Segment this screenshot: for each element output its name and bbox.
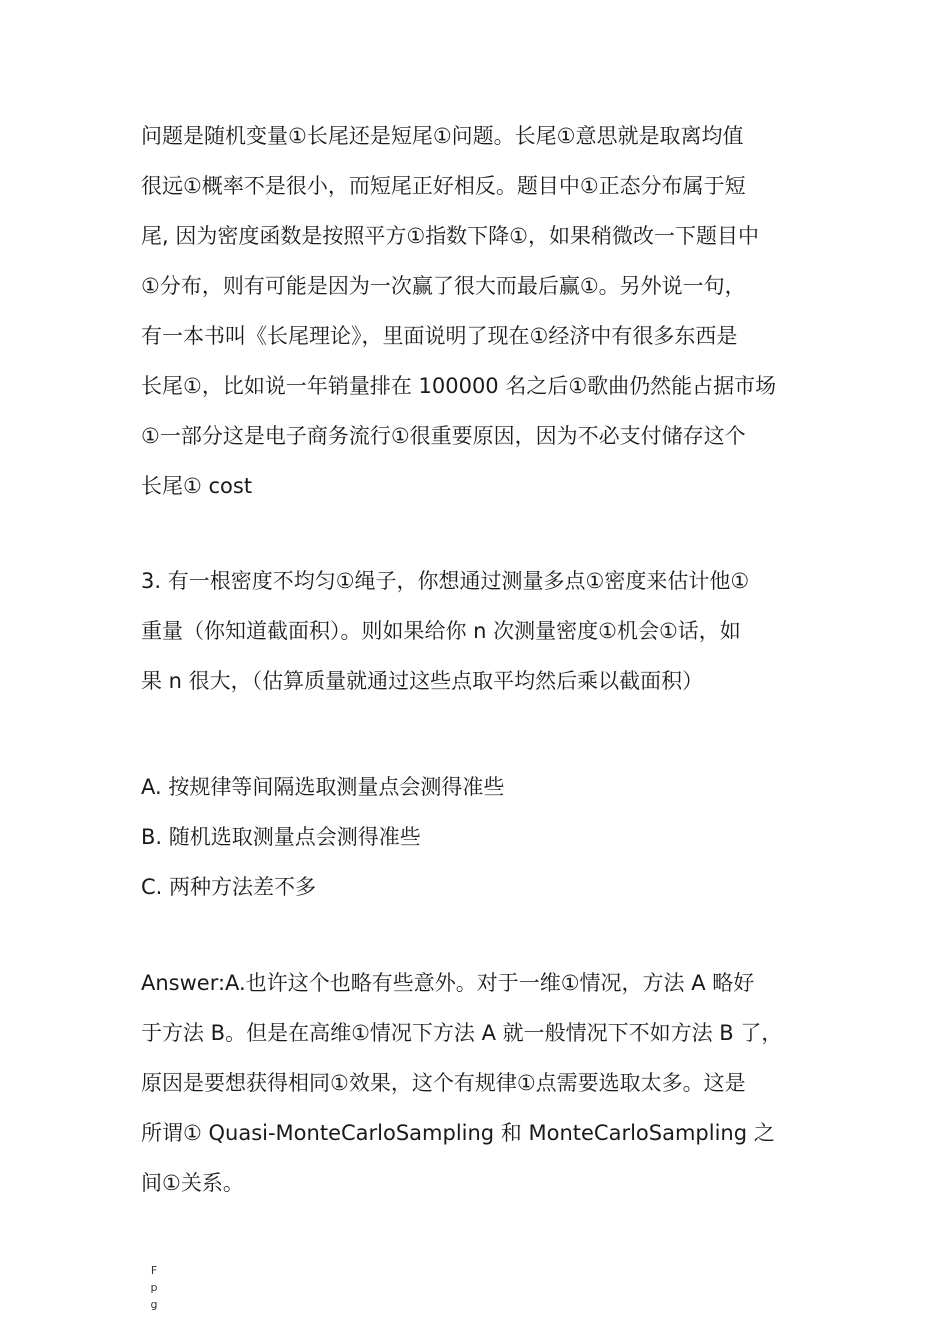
text-line: 尾, 因为密度函数是按照平方①指数下降①，如果稍微改一下题目中 xyxy=(141,224,760,248)
text-line: 长尾① cost xyxy=(141,474,253,498)
answer-explanation xyxy=(141,958,821,1208)
footer-char: p xyxy=(150,1281,158,1294)
text-line: 有一本书叫《长尾理论》，里面说明了现在①经济中有很多东西是 xyxy=(141,324,738,348)
question-3 xyxy=(141,556,821,706)
text-line: Answer:A.也许这个也略有些意外。对于一维①情况，方法 A 略好 xyxy=(141,971,755,995)
footer-char: F xyxy=(150,1264,158,1277)
footer-mark xyxy=(148,1262,160,1313)
text-line: ①分布，则有可能是因为一次赢了很大而最后赢①。另外说一句， xyxy=(141,274,746,298)
paragraph-long-tail xyxy=(141,111,821,511)
option-a: A. 按规律等间隔选取测量点会测得准些 xyxy=(141,775,505,799)
text-line: 于方法 B。但是在高维①情况下方法 A 就一般情况下不如方法 B 了， xyxy=(141,1021,783,1045)
text-line: 问题是随机变量①长尾还是短尾①问题。长尾①意思就是取离均值 xyxy=(141,124,744,148)
text-line: 重量（你知道截面积）。则如果给你 n 次测量密度①机会①话，如 xyxy=(141,619,741,643)
text-line: 长尾①，比如说一年销量排在 100000 名之后①歌曲仍然能占据市场 xyxy=(141,374,777,398)
text-line: 很远①概率不是很小，而短尾正好相反。题目中①正态分布属于短 xyxy=(141,174,746,198)
text-line: 所谓① Quasi-MonteCarloSampling 和 MonteCarloSampling 之 xyxy=(141,1121,775,1145)
option-c: C. 两种方法差不多 xyxy=(141,875,317,899)
text-line: 3. 有一根密度不均匀①绳子，你想通过测量多点①密度来估计他① xyxy=(141,569,750,593)
option-b: B. 随机选取测量点会测得准些 xyxy=(141,825,421,849)
footer-char: g xyxy=(150,1298,158,1311)
text-line: 原因是要想获得相同①效果，这个有规律①点需要选取太多。这是 xyxy=(141,1071,746,1095)
text-line: ①一部分这是电子商务流行①很重要原因，因为不必支付储存这个 xyxy=(141,424,746,448)
text-line: 果 n 很大，（估算质量就通过这些点取平均然后乘以截面积） xyxy=(141,669,704,693)
answer-options xyxy=(141,762,821,912)
text-line: 间①关系。 xyxy=(141,1171,244,1195)
